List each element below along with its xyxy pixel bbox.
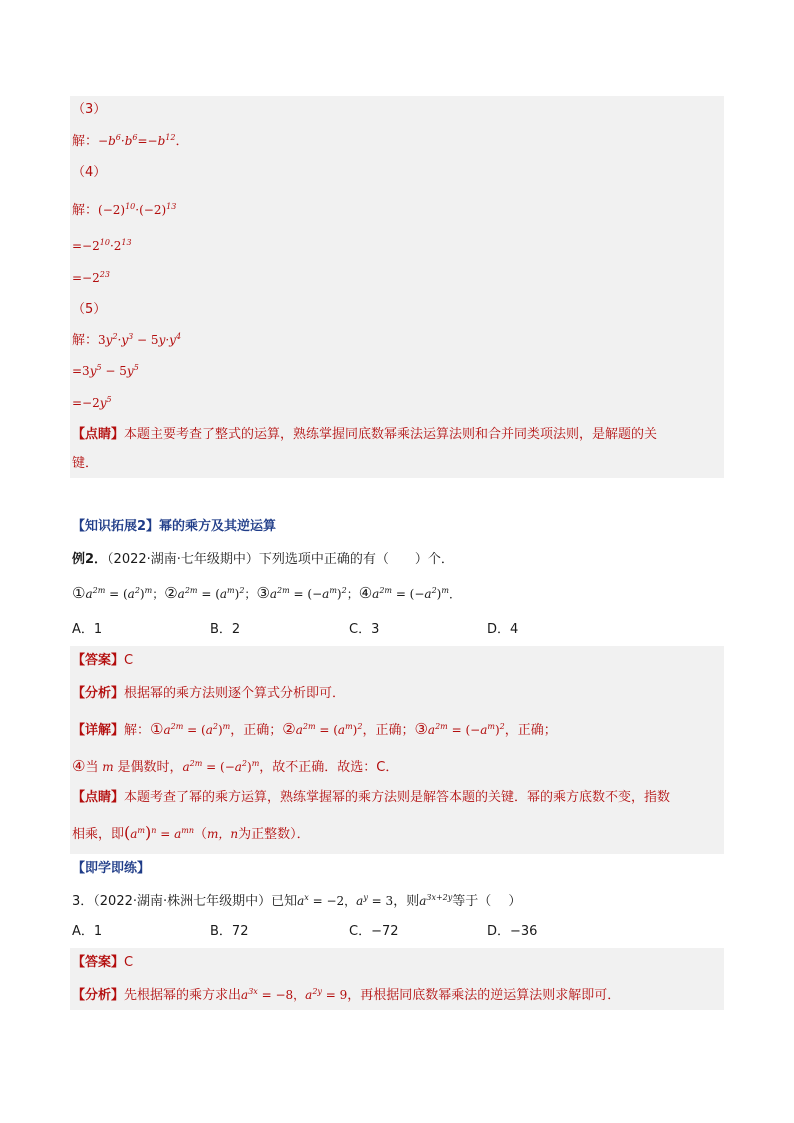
formula-power-rule: $(a^m)^n = a^{mn}$	[124, 823, 195, 842]
detail-intro: 解：	[124, 723, 151, 738]
example-number: 例2．	[72, 552, 108, 567]
analysis-prefix: 先根据幂的乘方求出	[124, 988, 242, 1003]
formula-step: $=3y^5 - 5y^5$	[72, 363, 139, 378]
variables-mn: m，n	[207, 827, 239, 841]
option-d: D．4	[487, 622, 519, 637]
analysis-line	[72, 684, 345, 704]
answer-value: C	[124, 955, 134, 970]
statement-1-check: $①a^{2m} = (a^2)^m$	[150, 720, 231, 738]
option-d: D．−36	[487, 924, 538, 939]
part5-step1	[72, 361, 139, 382]
analysis-end: ，再根据同底数幂乘法的逆运算法则求解即可．	[347, 988, 621, 1003]
circled-four: ④	[72, 757, 86, 775]
option-a: A．1	[72, 924, 103, 939]
answer-line	[72, 651, 133, 671]
comment-line-1	[72, 425, 657, 445]
question-mid: ，则	[393, 894, 420, 909]
statement-4-check: $a^{2m} = (-a^2)^m$	[182, 759, 260, 774]
practice-answer-line	[72, 953, 133, 973]
solution-block-continued	[70, 96, 724, 478]
analysis-tag: 【分析】	[72, 686, 125, 701]
correct-text: ，正确；	[362, 723, 415, 738]
correct-text: ，正确；	[230, 723, 283, 738]
formula-step: $=-2y^5$	[72, 395, 112, 410]
not-correct-text: ，故不正确．故选：C．	[259, 760, 399, 775]
part3-solution: 解：$-b^6\cdot b^6=-b^{12}$．	[72, 133, 189, 149]
correct-text: ，正确；	[504, 723, 557, 738]
part5-solution	[72, 330, 181, 351]
formula-b-power: $-b^6\cdot b^6=-b^{12}$	[98, 133, 176, 148]
formula-y-power: $3y^2\cdot y^3 - 5y\cdot y^4$	[98, 332, 182, 347]
example2-comment-2: 相乘，即$(a^m)^n = a^{mn}(m$，n为正整数）．	[72, 823, 310, 842]
section-heading	[72, 517, 276, 537]
detail-line-1	[72, 719, 557, 741]
target-expression: $a^{3x+2y}$	[419, 893, 453, 908]
analysis-text: 根据幂的乘方法则逐个算式分析即可．	[124, 686, 346, 701]
comment-text: 本题考查了幂的乘方运算，熟练掌握幂的乘方法则是解答本题的关键．幂的乘方底数不变，指数	[124, 790, 671, 805]
solution-prefix: 解：	[72, 203, 99, 218]
practice-heading: 【即学即练】	[72, 861, 151, 876]
part4-step2	[72, 268, 110, 289]
derived-values: $a^{3x} = -8$，$a^{2y} = 9$	[241, 987, 348, 1002]
question-prefix: 3．（2022·湖南·株洲七年级期中）已知	[72, 894, 298, 909]
comment-line-2: 键．	[72, 456, 99, 471]
comment-tag: 【点睛】	[72, 790, 125, 805]
solution-prefix: 解：	[72, 333, 99, 348]
analysis-tag: 【分析】	[72, 988, 125, 1003]
statement-list: $①a^{2m} = (a^2)^m$；$②a^{2m} = (a^m)^2$；$③a^{2m} = (-a^m)^2$；$④a^{2m} = (-a^2)^m$．	[72, 584, 461, 602]
option-b: B．72	[210, 924, 249, 939]
example2-statements	[72, 583, 461, 605]
part4-solution	[72, 200, 176, 221]
option-c: C．−72	[349, 924, 399, 939]
given-values: $a^x = -2$，$a^y = 3$	[297, 893, 394, 908]
example2-comment-1	[72, 788, 670, 808]
part4-label: （4）	[72, 165, 107, 180]
formula-step: $=-2^{10}\cdot 2^{13}$	[72, 238, 132, 253]
formula-step: $=-2^{23}$	[72, 270, 110, 285]
option-c: C．3	[349, 622, 380, 637]
answer-tag: 【答案】	[72, 955, 125, 970]
statement-2-check: $②a^{2m} = (a^m)^2$	[282, 720, 363, 738]
practice-question	[72, 891, 521, 912]
solution-prefix: 解：	[72, 134, 99, 149]
detail-tag: 【详解】	[72, 723, 125, 738]
comment-text-2b: 为正整数）．	[238, 827, 310, 842]
even-text: 是偶数时，	[117, 760, 183, 775]
section-title: 幂的乘方及其逆运算	[159, 519, 277, 534]
comment-text: 本题主要考查了整式的运算，熟练掌握同底数幂乘法运算法则和合并同类项法则，是解题的关	[124, 427, 658, 442]
part5-step2	[72, 393, 112, 414]
statement-3-check: $③a^{2m} = (-a^m)^2$	[414, 720, 505, 738]
answer-value: C	[124, 653, 134, 668]
question-end: 等于（ ）	[452, 894, 522, 909]
option-a: A．1	[72, 622, 103, 637]
answer-tag: 【答案】	[72, 653, 125, 668]
variable-m: m	[98, 760, 118, 774]
part3-label: （3）	[72, 102, 107, 117]
section-tag: 【知识拓展2】	[72, 519, 160, 534]
option-b: B．2	[210, 622, 241, 637]
comment-tag: 【点睛】	[72, 427, 125, 442]
question-text: （2022·湖南·七年级期中）下列选项中正确的有（ ）个．	[107, 552, 454, 567]
part5-label: （5）	[72, 302, 107, 317]
when-text: 当	[85, 760, 99, 775]
practice-analysis-line	[72, 985, 620, 1006]
example2-question	[72, 550, 454, 570]
comment-text-2a: 相乘，即	[72, 827, 125, 842]
part4-step1	[72, 236, 132, 257]
detail-line-2	[72, 756, 398, 778]
formula-neg2-power: $(-2)^{10}\cdot(-2)^{13}$	[98, 202, 177, 217]
